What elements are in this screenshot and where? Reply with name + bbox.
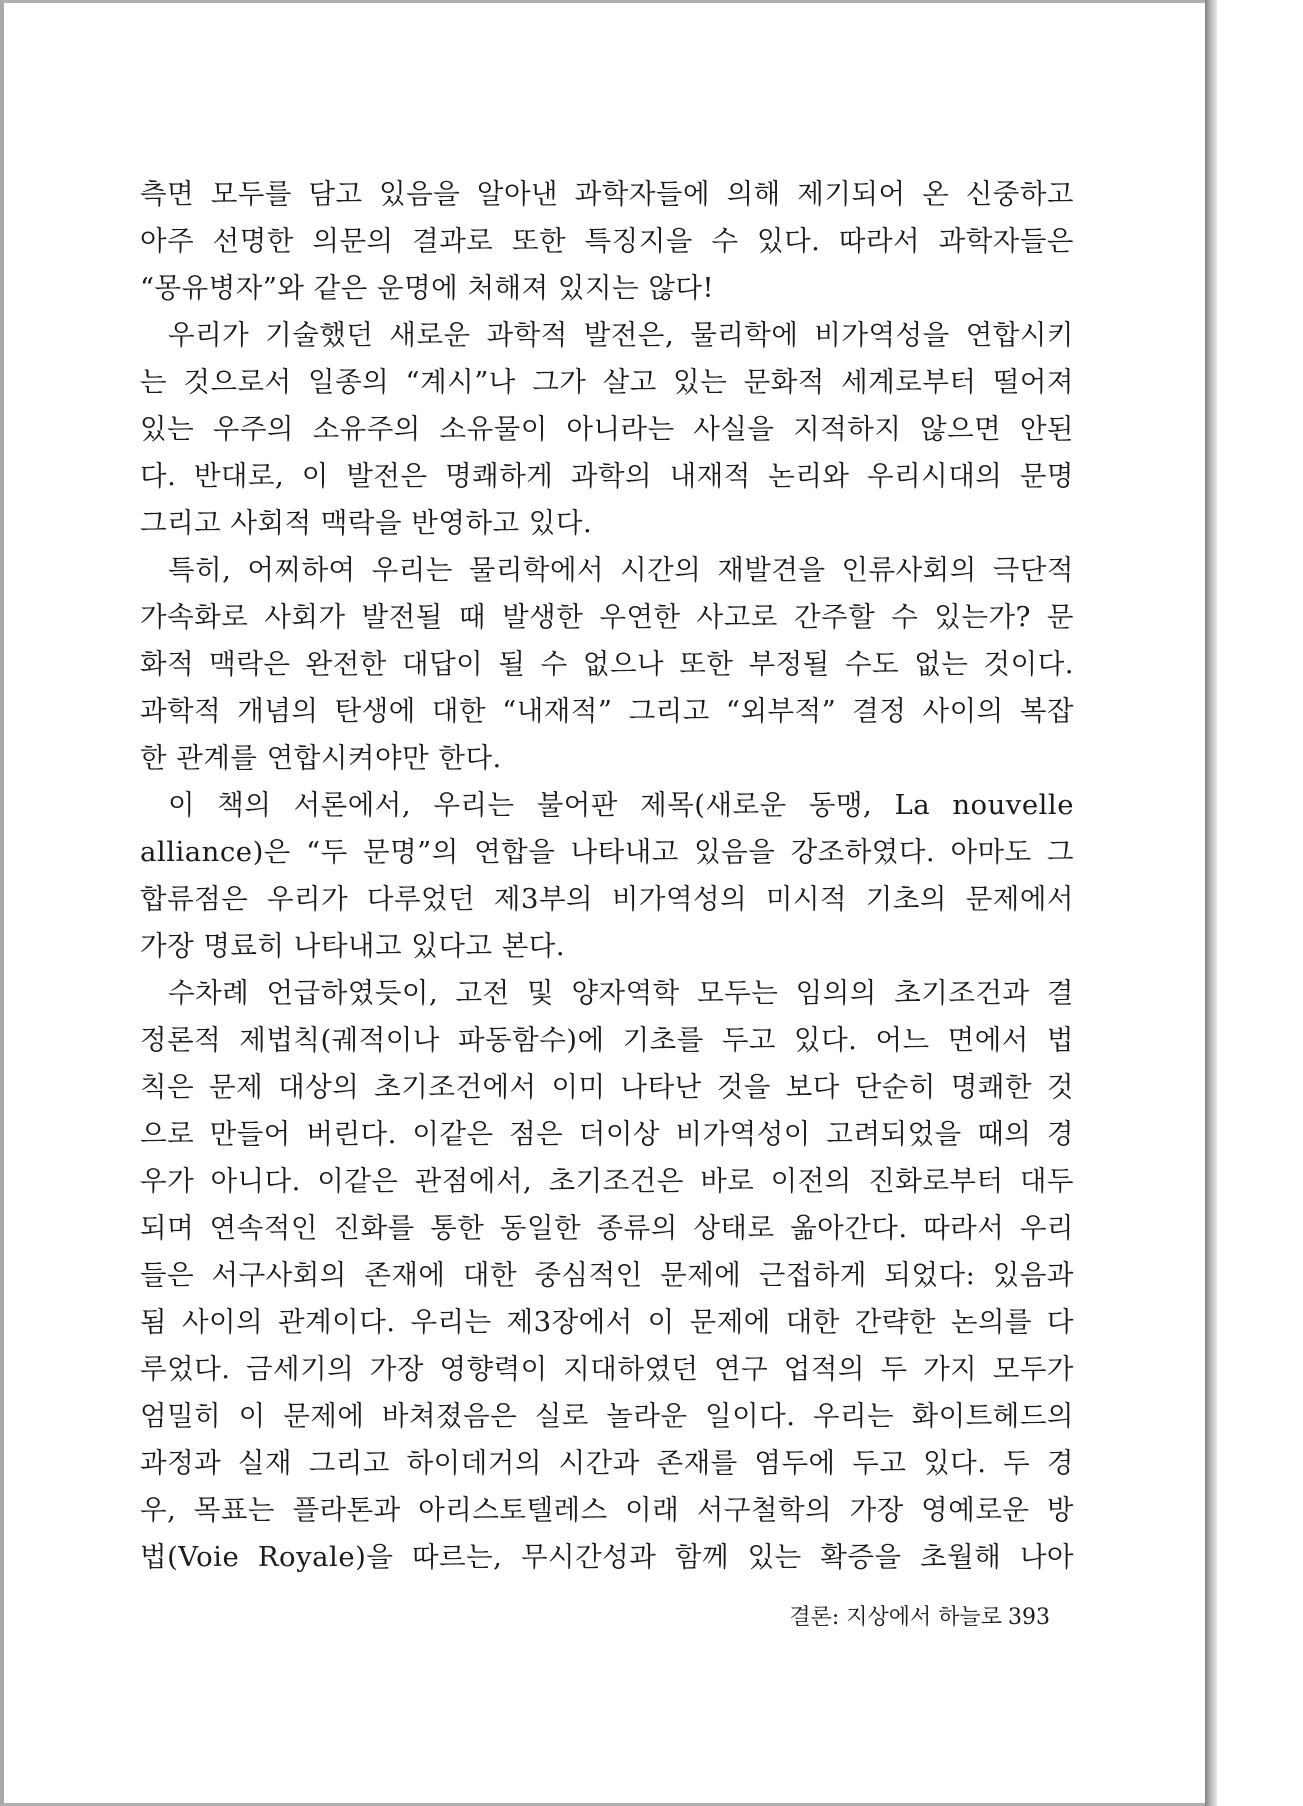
page-number: 393 [1008,1605,1050,1630]
text-line: 특히, 어찌하여 우리는 물리학에서 시간의 재발견을 인류사회의 극단적 [168,554,1074,586]
text-line: 아주 선명한 의문의 결과로 또한 특징지을 수 있다. 따라서 과학자들은 [140,225,1074,257]
text-line: alliance)은 “두 문명”의 연합을 나타내고 있음을 강조하였다. 아마도 그 [140,836,1074,868]
text-line: 우가 아니다. 이같은 관점에서, 초기조건은 바로 이전의 진화로부터 대두 [140,1165,1074,1197]
text-line: 되며 연속적인 진화를 통한 동일한 종류의 상태로 옮아간다. 따라서 우리 [140,1212,1074,1244]
text-line: 으로 만들어 버린다. 이같은 점은 더이상 비가역성이 고려되었을 때의 경 [140,1118,1074,1150]
text-line: 그리고 사회적 맥락을 반영하고 있다. [140,507,593,539]
text-line: 가속화로 사회가 발전될 때 발생한 우연한 사고로 간주할 수 있는가? 문 [140,601,1074,633]
text-line: 과정과 실재 그리고 하이데거의 시간과 존재를 염두에 두고 있다. 두 경 [140,1447,1074,1479]
text-line: 있는 우주의 소유주의 소유물이 아니라는 사실을 지적하지 않으면 안된 [140,413,1074,445]
text-line: 우리가 기술했던 새로운 과학적 발전은, 물리학에 비가역성을 연합시키 [168,319,1074,351]
running-title: 결론: 지상에서 하늘로 [789,1605,1002,1630]
text-line: 법(Voie Royale)을 따르는, 무시간성과 함께 있는 확증을 초월해 나아 [140,1541,1074,1573]
text-line: 이 책의 서론에서, 우리는 불어판 제목(새로운 동맹, La nouvelle [168,789,1074,821]
text-line: 들은 서구사회의 존재에 대한 중심적인 문제에 근접하게 되었다: 있음과 [140,1259,1074,1291]
text-line: 우, 목표는 플라톤과 아리스토텔레스 이래 서구철학의 가장 영예로운 방 [140,1494,1074,1526]
text-line: 엄밀히 이 문제에 바쳐졌음은 실로 놀라운 일이다. 우리는 화이트헤드의 [140,1400,1074,1432]
text-line: 다. 반대로, 이 발전은 명쾌하게 과학의 내재적 논리와 우리시대의 문명 [140,460,1074,492]
text-line: 가장 명료히 나타내고 있다고 본다. [140,930,566,962]
text-line: 됨 사이의 관계이다. 우리는 제3장에서 이 문제에 대한 간략한 논의를 다 [140,1306,1074,1338]
text-line: 는 것으로서 일종의 “계시”나 그가 살고 있는 문화적 세계로부터 떨어져 [140,366,1074,398]
text-line: 수차례 언급하였듯이, 고전 및 양자역학 모두는 임의의 초기조건과 결 [168,977,1074,1009]
text-line: 화적 맥락은 완전한 대답이 될 수 없으나 또한 부정될 수도 없는 것이다. [140,648,1074,680]
text-line: 합류점은 우리가 다루었던 제3부의 비가역성의 미시적 기초의 문제에서 [140,883,1074,915]
text-line: “몽유병자”와 같은 운명에 처해져 있지는 않다! [140,272,715,304]
page-edge-shadow [1205,0,1217,1806]
text-line: 과학적 개념의 탄생에 대한 “내재적” 그리고 “외부적” 결정 사이의 복잡 [140,695,1074,727]
text-line: 한 관계를 연합시켜야만 한다. [140,742,502,774]
text-line: 측면 모두를 담고 있음을 알아낸 과학자들에 의해 제기되어 온 신중하고 [140,178,1074,210]
text-line: 루었다. 금세기의 가장 영향력이 지대하였던 연구 업적의 두 가지 모두가 [140,1353,1074,1385]
page-footer [760,1600,1050,1631]
body-text [140,171,1074,1581]
text-line: 칙은 문제 대상의 초기조건에서 이미 나타난 것을 보다 단순히 명쾌한 것 [140,1071,1074,1103]
text-line: 정론적 제법칙(궤적이나 파동함수)에 기초를 두고 있다. 어느 면에서 법 [140,1024,1074,1056]
